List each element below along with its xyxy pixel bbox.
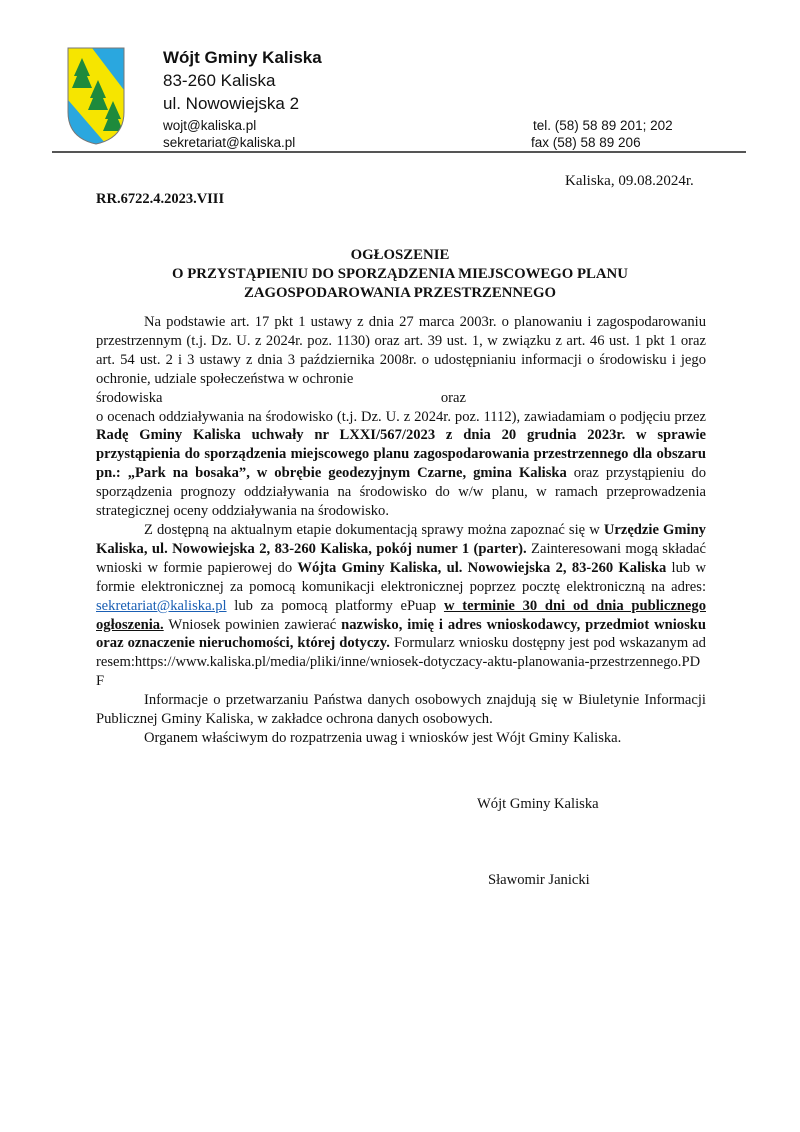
form-url-text: Formularz wniosku dostępny jest pod wskazanym adresem:https://www.kaliska.pl/media/pliki/inne/wniosek-dotyczacy-aktu-planowania-przestrzennego.PDF <box>96 635 706 690</box>
resolution-details: Radę Gminy Kaliska uchwały nr LXXI/567/2023 z dnia 20 grudnia 2023r. w sprawie przystąpienia do sporządzenia miejscowego planu zagospodarowania przestrzennego dla obszaru pn.: „Park na bosaka”, w obrębie geodezyjnym Czarne, gmina Kaliska <box>96 427 706 482</box>
letterhead-postal: 83-260 Kaliska <box>163 71 276 90</box>
place-date: Kaliska, 09.08.2024r. <box>565 173 694 189</box>
paragraph-submission: Z dostępną na aktualnym etapie dokumentacją sprawy można zapoznać się w Urzędzie Gminy Kaliska, ul. Nowowiejska 2, 83-260 Kaliska, pokój numer 1 (parter). Zainteresowani mogą składać wnioski w formie papierowej do Wójta Gminy Kaliska, ul. Nowowiejska 2, 83-260 Kaliska lub w formie elektronicznej za pomocą komunikacji elektronicznej poprzez pocztę elektroniczną na adres: sekretariat@kaliska.pl lub za pomocą platformy ePuap w terminie 30 dni od dnia publicznego ogłoszenia. Wniosek powinien zawierać nazwisko, imię i adres wnioskodawcy, przedmiot wniosku oraz oznaczenie nieruchomości, której dotyczy. Formularz wniosku dostępny jest pod wskazanym adresem:https://www.kaliska.pl/media/pliki/inne/wniosek-dotyczacy-aktu-planowania-przestrzennego.PDF <box>96 521 707 690</box>
paragraph-data-protection: Informacje o przetwarzaniu Państwa danych osobowych znajdują się w Biuletynie Informacji Publicznej Gminy Kaliska, w zakładce ochrona danych osobowych. <box>96 692 706 728</box>
email-link[interactable]: sekretariat@kaliska.pl <box>96 597 227 614</box>
announcement-body: Na podstawie art. 17 pkt 1 ustawy z dnia 27 marca 2003r. o planowaniu i zagospodarowaniu przestrzennym (t.j. Dz. U. z 2024r. poz. 1130) oraz art. 39 ust. 1, w związku z art. 46 ust. 1 pkt 1 oraz art. 54 ust. 2 i 3 ustawy z dnia 3 października 2008r. o udostępnianiu informacji o środowisku i jego ochronie, udziale społeczeństwa w ochronie środowiska oraz o ocenach oddziaływania na środowisko (t.j. Dz. U. z 2024r. poz. 1112), zawiadamiam o podjęciu przez Radę Gminy Kaliska uchwały nr LXXI/567/2023 z dnia 20 grudnia 2023r. w sprawie przystąpienia do sporządzenia miejscowego planu zagospodarowania przestrzennego dla obszaru pn.: „Park na bosaka”, w obrębie geodezyjnym Czarne, gmina Kaliska oraz przystąpieniu do sporządzenia prognozy oddziaływania na środowisko do w/w planu, w ramach przeprowadzenia strategicznej oceny oddziaływania na środowisko. Z dostępną na aktualnym etapie dokumentacją sprawy można zapoznać się w Urzędzie Gminy Kaliska, ul. Nowowiejska 2, 83-260 Kaliska, pokój numer 1 (parter). Zainteresowani mogą składać wnioski w formie papierowej do Wójta Gminy Kaliska, ul. Nowowiejska 2, 83-260 Kaliska lub w formie elektronicznej za pomocą komunikacji elektronicznej poprzez pocztę elektroniczną na adres: sekretariat@kaliska.pl lub za pomocą platformy ePuap w terminie 30 dni od dnia publicznego ogłoszenia. Wniosek powinien zawierać nazwisko, imię i adres wnioskodawcy, przedmiot wniosku oraz oznaczenie nieruchomości, której dotyczy. Formularz wniosku dostępny jest pod wskazanym adresem:https://www.kaliska.pl/media/pliki/inne/wniosek-dotyczacy-aktu-planowania-przestrzennego.PDF Informacje o przetwarzaniu Państwa danych osobowych znajdują się w Biuletynie Informacji Publicznej Gminy Kaliska, w zakładce ochrona danych osobowych. Organem właściwym do rozpatrzenia uwag i wniosków jest Wójt Gminy Kaliska. <box>96 314 707 746</box>
office-address: Urzędzie Gminy Kaliska, ul. Nowowiejska 2, 83-260 Kaliska, pokój numer 1 (parter). <box>96 521 706 557</box>
coat-of-arms-icon <box>66 46 126 146</box>
letterhead-email-wojt: wojt@kaliska.pl <box>163 118 257 133</box>
heading-line-2: O PRZYSTĄPIENIU DO SPORZĄDZENIA MIEJSCOWEGO PLANU <box>172 266 628 282</box>
letterhead-fax: fax (58) 58 89 206 <box>531 135 641 150</box>
paragraph-competent-authority: Organem właściwym do rozpatrzenia uwag i wniosków jest Wójt Gminy Kaliska. <box>144 729 622 746</box>
announcement-heading <box>90 246 710 303</box>
heading-line-1: OGŁOSZENIE <box>350 247 450 263</box>
deadline-text: w terminie 30 dni od dnia publicznego ogłoszenia. <box>96 597 706 633</box>
signature-office: Wójt Gminy Kaliska <box>477 796 599 812</box>
paragraph-legal-basis: Na podstawie art. 17 pkt 1 ustawy z dnia 27 marca 2003r. o planowaniu i zagospodarowaniu przestrzennym (t.j. Dz. U. z 2024r. poz. 1130) oraz art. 39 ust. 1, w związku z art. 46 ust. 1 pkt 1 oraz art. 54 ust. 2 i 3 ustawy z dnia 3 października 2008r. o udostępnianiu informacji o środowisku i jego ochronie, udziale społeczeństwa w ochronie <box>96 314 706 387</box>
letterhead-divider <box>52 151 746 153</box>
signature-name: Sławomir Janicki <box>488 872 590 888</box>
paragraph-resolution: o ocenach oddziaływania na środowisko (t.j. Dz. U. z 2024r. poz. 1112), zawiadamiam o podjęciu przez Radę Gminy Kaliska uchwały nr LXXI/567/2023 z dnia 20 grudnia 2023r. w sprawie przystąpienia do sporządzenia miejscowego planu zagospodarowania przestrzennego dla obszaru pn.: „Park na bosaka”, w obrębie geodezyjnym Czarne, gmina Kaliska oraz przystąpieniu do sporządzenia prognozy oddziaływania na środowisko do w/w planu, w ramach przeprowadzenia strategicznej oceny oddziaływania na środowisko. <box>96 408 706 520</box>
letterhead-phone: tel. (58) 58 89 201; 202 <box>533 118 673 133</box>
required-contents: nazwisko, imię i adres wnioskodawcy, przedmiot wniosku oraz oznaczenie nieruchomości, której dotyczy. <box>96 616 707 652</box>
heading-line-3: ZAGOSPODAROWANIA PRZESTRZENNEGO <box>243 285 557 301</box>
letterhead-street: ul. Nowowiejska 2 <box>163 94 300 113</box>
letterhead-title: Wójt Gminy Kaliska <box>163 48 322 67</box>
letterhead-email-sekretariat: sekretariat@kaliska.pl <box>163 135 296 150</box>
wojt-address: Wójta Gminy Kaliska, ul. Nowowiejska 2, 83-260 Kaliska <box>297 559 667 576</box>
reference-number: RR.6722.4.2023.VIII <box>96 191 225 207</box>
